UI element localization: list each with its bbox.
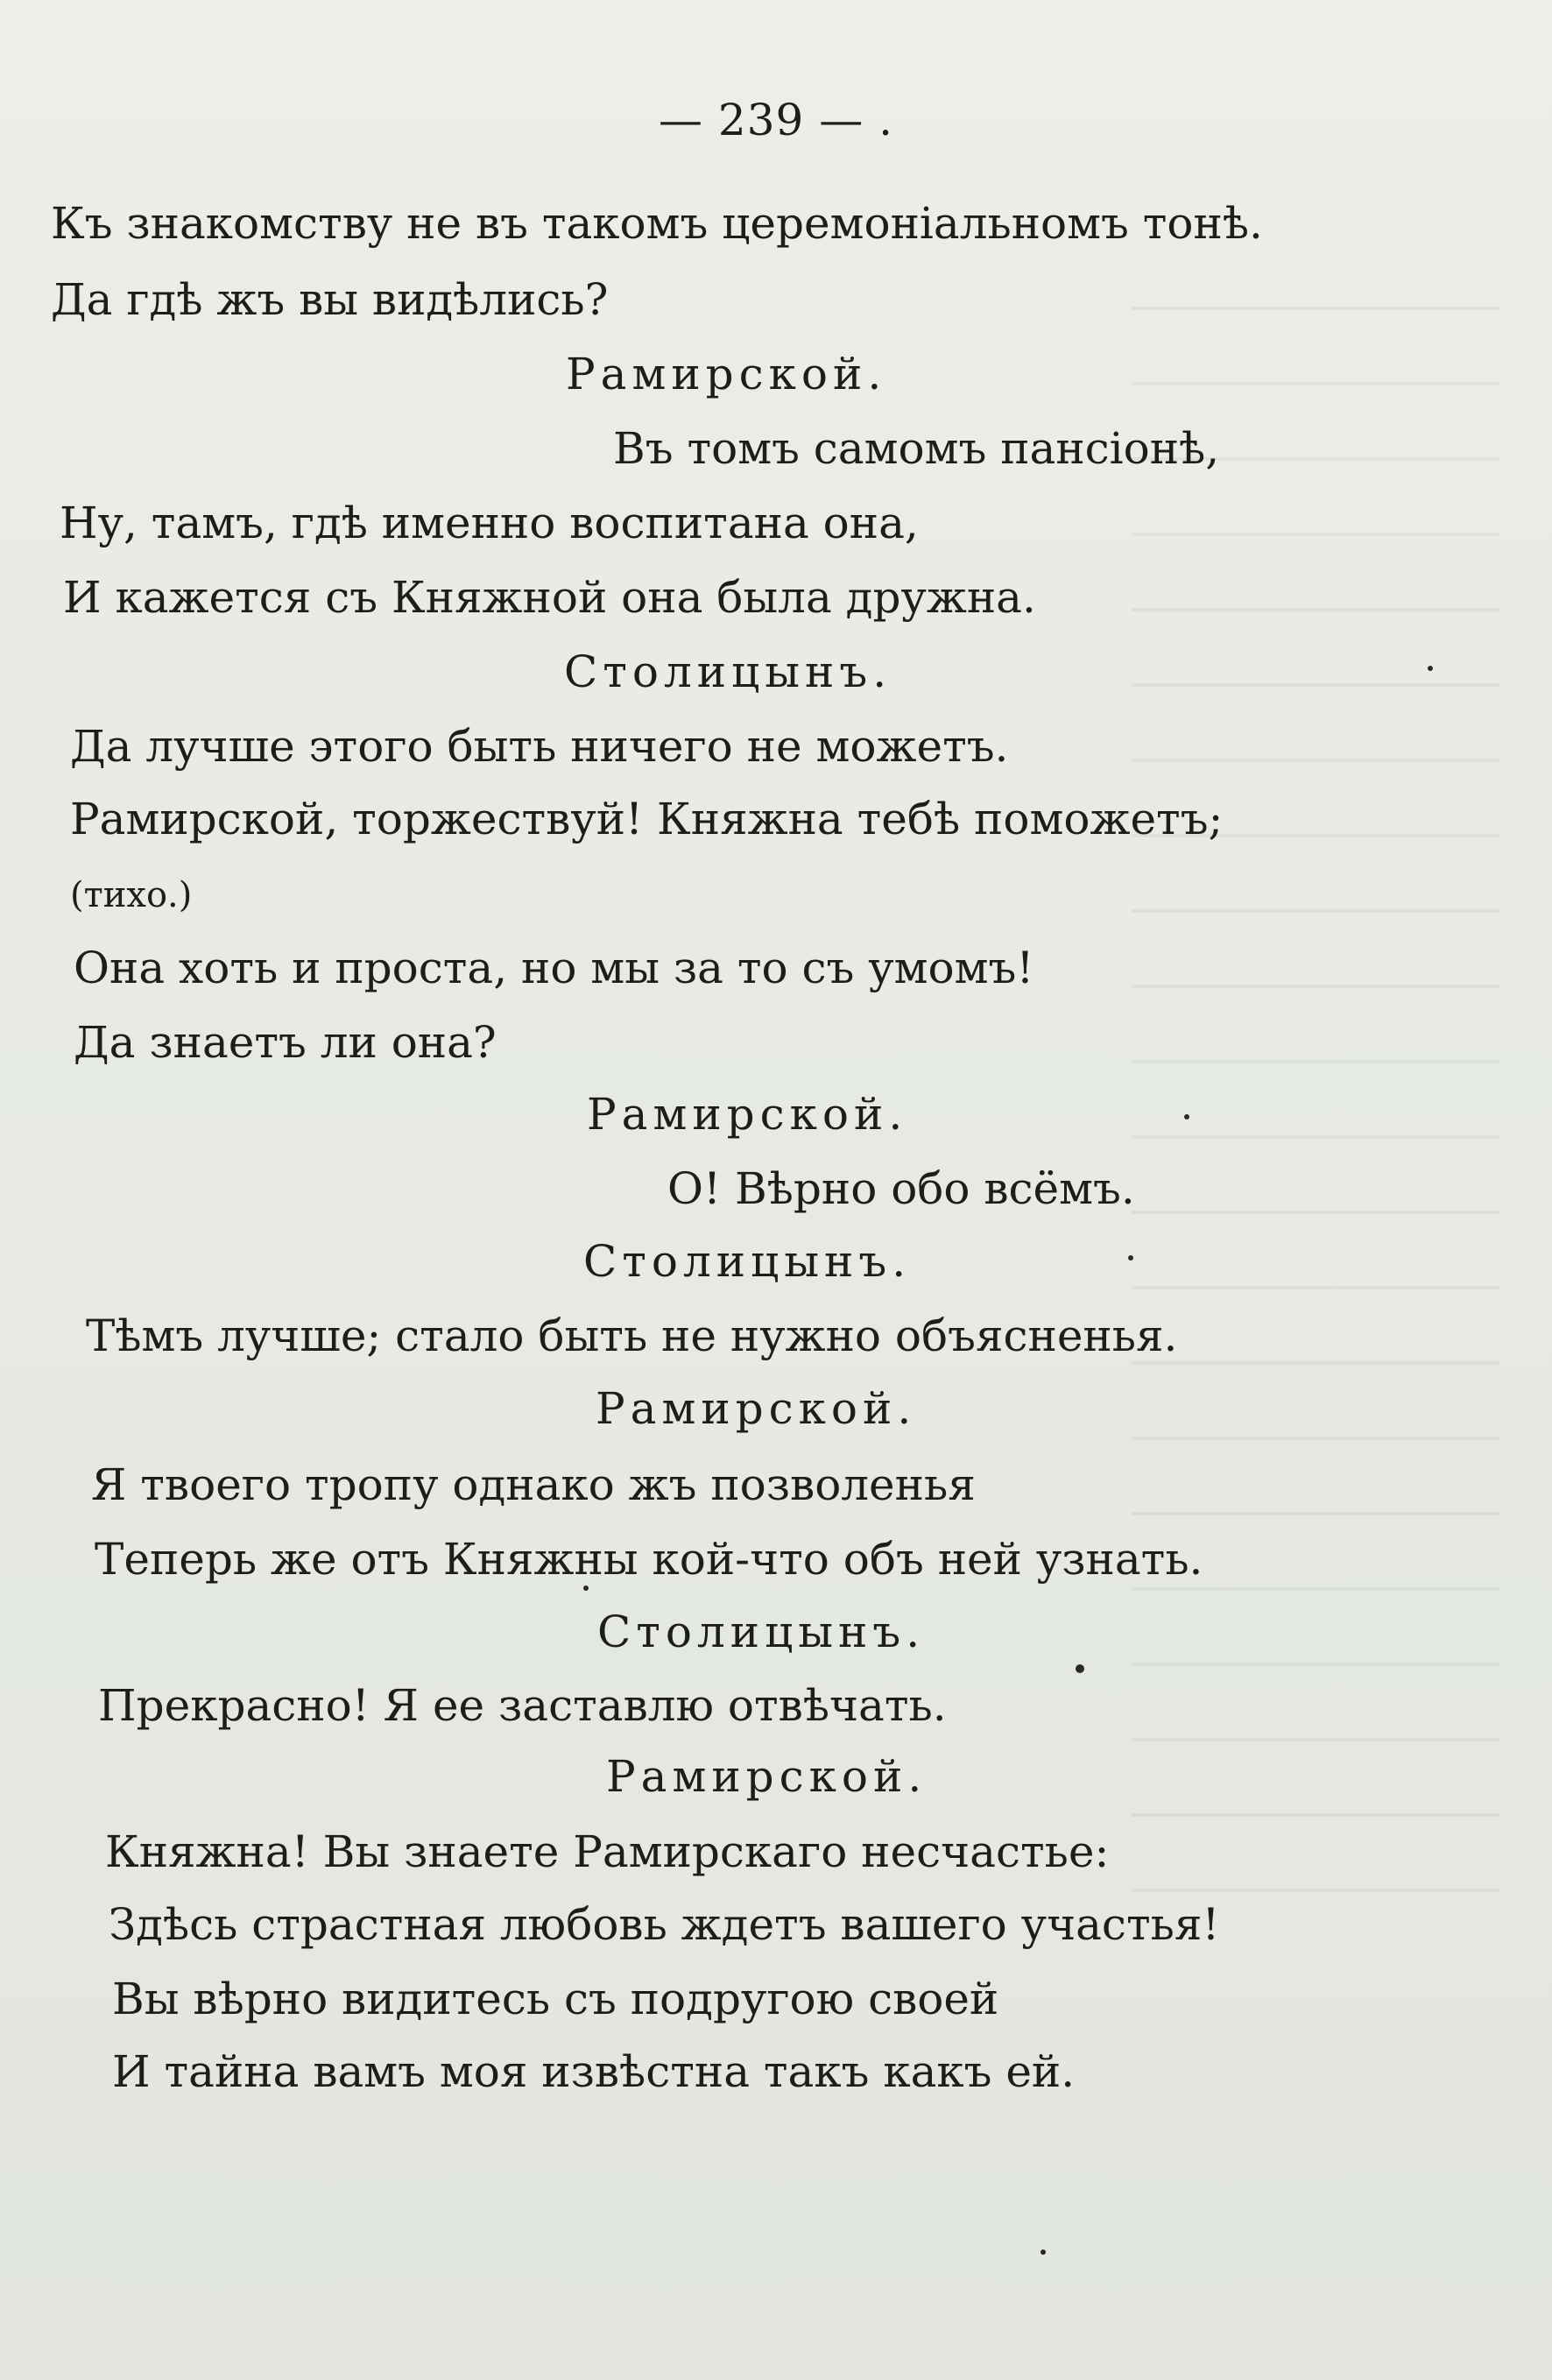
verse-line: Да гдѣ жъ вы видѣлись? — [51, 274, 609, 325]
verse-line: Въ томъ самомъ пансіонѣ, — [613, 423, 1220, 474]
ink-speck — [1041, 2249, 1046, 2255]
verse-line: И кажется съ Княжной она была дружна. — [63, 572, 1036, 623]
speaker-name: Столицынъ. — [583, 1236, 912, 1287]
speaker-name: Рамирской. — [606, 1751, 928, 1802]
verse-line: Рамирской, торжествуй! Княжна тебѣ поможетъ; — [70, 794, 1224, 844]
verse-line: Да лучше этого быть ничего не можетъ. — [70, 721, 1009, 772]
verse-line: О! Вѣрно обо всёмъ. — [667, 1163, 1135, 1214]
verse-line: Вы вѣрно видитесь съ подругою своей — [112, 1974, 999, 2024]
speaker-name: Рамирской. — [587, 1089, 908, 1140]
ink-speck — [1428, 666, 1433, 671]
verse-line: Къ знакомству не въ такомъ церемоніальномъ тонѣ. — [51, 198, 1263, 249]
verse-line: Она хоть и проста, но мы за то съ умомъ! — [74, 943, 1034, 993]
stage-direction: (тихо.) — [70, 875, 193, 915]
verse-line: Я твоего тропу однако жъ позволенья — [91, 1459, 976, 1510]
verse-line: Тѣмъ лучше; стало быть не нужно объясненья. — [86, 1310, 1178, 1361]
verse-line: И тайна вамъ моя извѣстна такъ какъ ей. — [112, 2046, 1076, 2097]
ink-speck — [583, 1585, 589, 1591]
verse-line: Прекрасно! Я ее заставлю отвѣчать. — [98, 1680, 947, 1731]
verse-line: Княжна! Вы знаете Рамирскаго несчастье: — [105, 1826, 1110, 1877]
speaker-name: Столицынъ. — [564, 646, 892, 697]
ink-speck — [1076, 1664, 1084, 1673]
verse-line: Теперь же отъ Княжны кой-что объ ней узнать. — [95, 1534, 1203, 1585]
bleed-through-text — [1132, 245, 1499, 1910]
page-number: — 239 — . — [658, 95, 893, 145]
speaker-name: Рамирской. — [596, 1383, 917, 1434]
ink-speck — [1128, 1255, 1133, 1261]
verse-line: Да знаетъ ли она? — [74, 1017, 497, 1068]
verse-line: Здѣсь страстная любовь ждетъ вашего участья! — [109, 1899, 1220, 1950]
verse-line: Ну, тамъ, гдѣ именно воспитана она, — [60, 498, 919, 548]
speaker-name: Рамирской. — [566, 349, 887, 399]
speaker-name: Столицынъ. — [597, 1607, 926, 1657]
ink-speck — [1184, 1114, 1189, 1119]
